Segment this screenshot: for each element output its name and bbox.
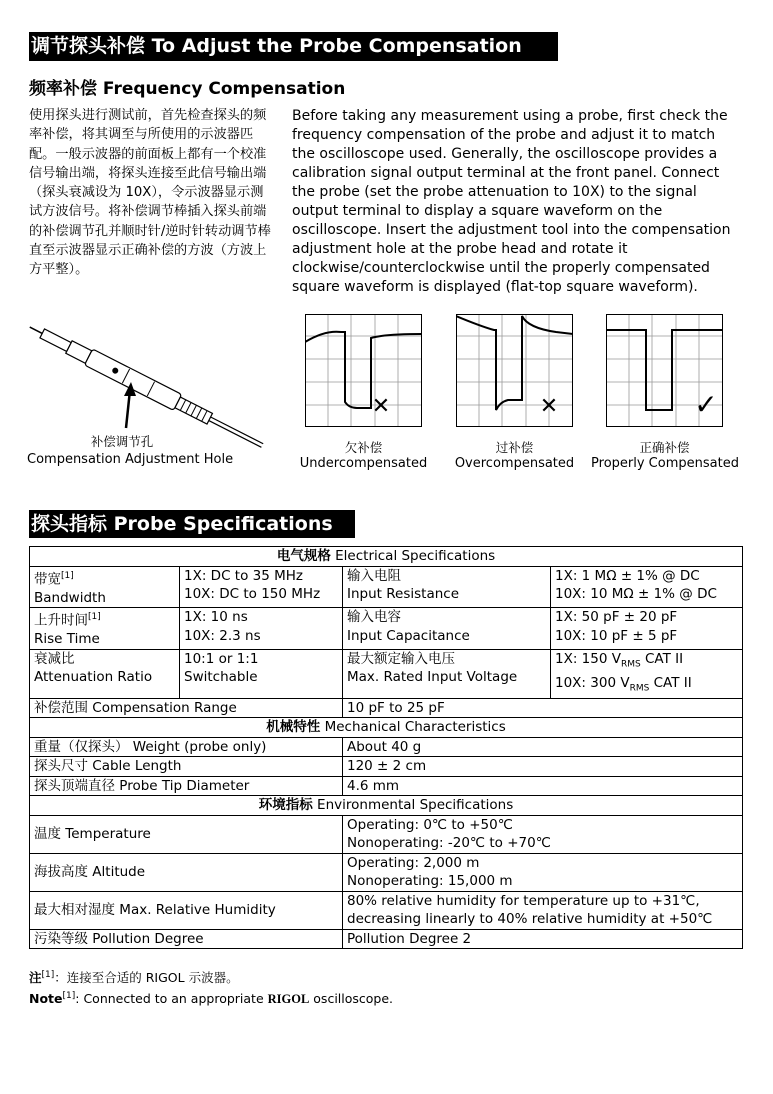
table-row	[30, 757, 743, 777]
rise-time-1x: 1X: 10 ns	[184, 609, 248, 625]
compensation-range-value: 10 pF to 25 pF	[343, 698, 743, 718]
input-resistance-en: Input Resistance	[347, 586, 459, 602]
electrical-title-cn: 电气规格	[276, 548, 331, 564]
caption-proper-cn: 正确补偿	[639, 440, 690, 455]
mechanical-title-en: Mechanical Characteristics	[324, 719, 506, 736]
attenuation-label-cn: 衰减比	[34, 650, 75, 667]
probe-label-en: Compensation Adjustment Hole	[27, 452, 234, 467]
max-voltage-10x: 10X: 300 $V_{RMS}$ CAT II	[555, 674, 692, 694]
input-resistance-cn: 输入电阻	[347, 567, 401, 584]
footnote-mark: [1]	[61, 570, 74, 581]
table-row	[30, 776, 743, 796]
input-resistance-1x: 1X: 1 MΩ ± 1% @ DC	[555, 567, 700, 584]
mark-undercompensated: ✕	[371, 394, 391, 419]
caption-over-en: Overcompensated	[454, 456, 575, 471]
electrical-title-en: Electrical Specifications	[335, 548, 496, 564]
note-english: Note[1]: Connected to an appropriate RIGOL oscilloscope.	[29, 991, 394, 1007]
table-row	[30, 853, 743, 891]
spec-heading: 探头指标 Probe Specifications	[29, 510, 355, 538]
cable-length-label: 探头尺寸 Cable Length	[30, 757, 343, 777]
attenuation-label-en: Attenuation Ratio	[34, 669, 153, 685]
caption-under-cn: 欠补偿	[344, 440, 383, 455]
compensation-range-label: 补偿范围 Compensation Range	[30, 698, 343, 718]
table-row	[30, 929, 743, 949]
paragraph-english: Before taking any measurement using a probe, first check the frequency compensation of the probe and adjust it to match the oscilloscope used. Generally, the oscilloscope provides a calibration signal output terminal at the front panel. Connect the probe (set the probe attenuation to 10X) to the signal output terminal to display a square waveform on the oscilloscope. Insert the adjustment tool into the compensation adjustment hole at the probe head and rotate it clockwise/counterclockwise until the properly compensated square waveform is displayed (flat-top square waveform).	[292, 108, 731, 295]
mark-properly-compensated: ✓	[694, 388, 718, 421]
table-row	[30, 608, 743, 650]
humidity-label: 最大相对湿度 Max. Relative Humidity	[30, 891, 343, 929]
altitude-operating: Operating: 2,000 m	[347, 854, 480, 871]
tip-diameter-label: 探头顶端直径 Probe Tip Diameter	[30, 776, 343, 796]
mark-overcompensated: ✕	[539, 394, 559, 419]
temperature-nonoperating: Nonoperating: -20℃ to +70℃	[347, 835, 551, 852]
cable-length-value: 120 ± 2 cm	[343, 757, 743, 777]
caption-over-cn: 过补偿	[495, 440, 534, 455]
input-capacitance-cn: 输入电容	[347, 609, 401, 625]
input-capacitance-1x: 1X: 50 pF ± 20 pF	[555, 609, 678, 625]
tip-diameter-value: 4.6 mm	[343, 776, 743, 796]
humidity-line-1: 80% relative humidity for temperature up to +31℃,	[347, 892, 700, 909]
pollution-value: Pollution Degree 2	[343, 929, 743, 949]
weight-value: About 40 g	[343, 737, 743, 757]
caption-under-en: Undercompensated	[299, 456, 428, 471]
bandwidth-label-en: Bandwidth	[34, 589, 106, 606]
footnotes	[29, 966, 393, 1008]
table-row	[30, 566, 743, 608]
humidity-line-2: decreasing linearly to 40% relative humidity at +50℃	[347, 911, 713, 928]
altitude-nonoperating: Nonoperating: 15,000 m	[347, 873, 513, 890]
max-voltage-en: Max. Rated Input Voltage	[347, 669, 518, 685]
table-row	[30, 891, 743, 929]
main-heading: 调节探头补偿 To Adjust the Probe Compensation	[29, 32, 558, 61]
caption-proper-en: Properly Compensated	[591, 456, 739, 471]
attenuation-value: 10:1 or 1:1	[184, 650, 259, 667]
environmental-header-row	[30, 796, 743, 816]
bandwidth-1x: 1X: DC to 35 MHz	[184, 567, 303, 584]
altitude-label: 海拔高度 Altitude	[30, 853, 343, 891]
input-resistance-10x: 10X: 10 MΩ ± 1% @ DC	[555, 586, 717, 602]
table-row	[30, 698, 743, 718]
weight-label: 重量（仅探头） Weight (probe only)	[30, 737, 343, 757]
electrical-header-row	[30, 547, 743, 567]
environmental-title-en: Environmental Specifications	[317, 797, 514, 814]
bandwidth-10x: 10X: DC to 150 MHz	[184, 586, 321, 602]
attenuation-switchable: Switchable	[184, 669, 258, 685]
probe-label-cn: 补偿调节孔	[90, 434, 154, 449]
mechanical-title-cn: 机械特性	[266, 719, 321, 736]
rise-time-10x: 10X: 2.3 ns	[184, 627, 261, 644]
spec-table	[29, 546, 743, 949]
table-row	[30, 737, 743, 757]
rise-time-label-cn: 上升时间	[34, 612, 88, 629]
temperature-label: 温度 Temperature	[30, 815, 343, 853]
temperature-operating: Operating: 0℃ to +50℃	[347, 816, 513, 833]
mechanical-header-row	[30, 718, 743, 738]
footnote-mark: [1]	[88, 612, 101, 622]
table-row	[30, 649, 743, 698]
pollution-label: 污染等级 Pollution Degree	[30, 929, 343, 949]
environmental-title-cn: 环境指标	[258, 797, 313, 814]
max-voltage-cn: 最大额定输入电压	[347, 650, 455, 667]
input-capacitance-en: Input Capacitance	[347, 627, 470, 644]
paragraph-chinese: 使用探头进行测试前，首先检查探头的频率补偿，将其调至与所使用的示波器匹配。一般示波器的前面板上都有一个校准信号输出端，将探头连接至此信号输出端（探头衰减设为 10X），令示波器显示测试方波信号。将补偿调节棒插入探头前端的补偿调节孔并顺时针/逆时针转动调节棒直至示波器显示正确补偿的方波（方波上方平整）。	[29, 108, 271, 278]
table-row	[30, 815, 743, 853]
input-capacitance-10x: 10X: 10 pF ± 5 pF	[555, 627, 678, 644]
bandwidth-label-cn: 带宽	[34, 571, 61, 587]
max-voltage-1x: 1X: 150 $V_{RMS}$ CAT II	[555, 650, 684, 670]
rise-time-label-en: Rise Time	[34, 631, 100, 647]
frequency-heading: 频率补偿 Frequency Compensation	[29, 79, 346, 99]
note-chinese: 注[1]：连接至合适的 RIGOL 示波器。	[29, 970, 239, 986]
